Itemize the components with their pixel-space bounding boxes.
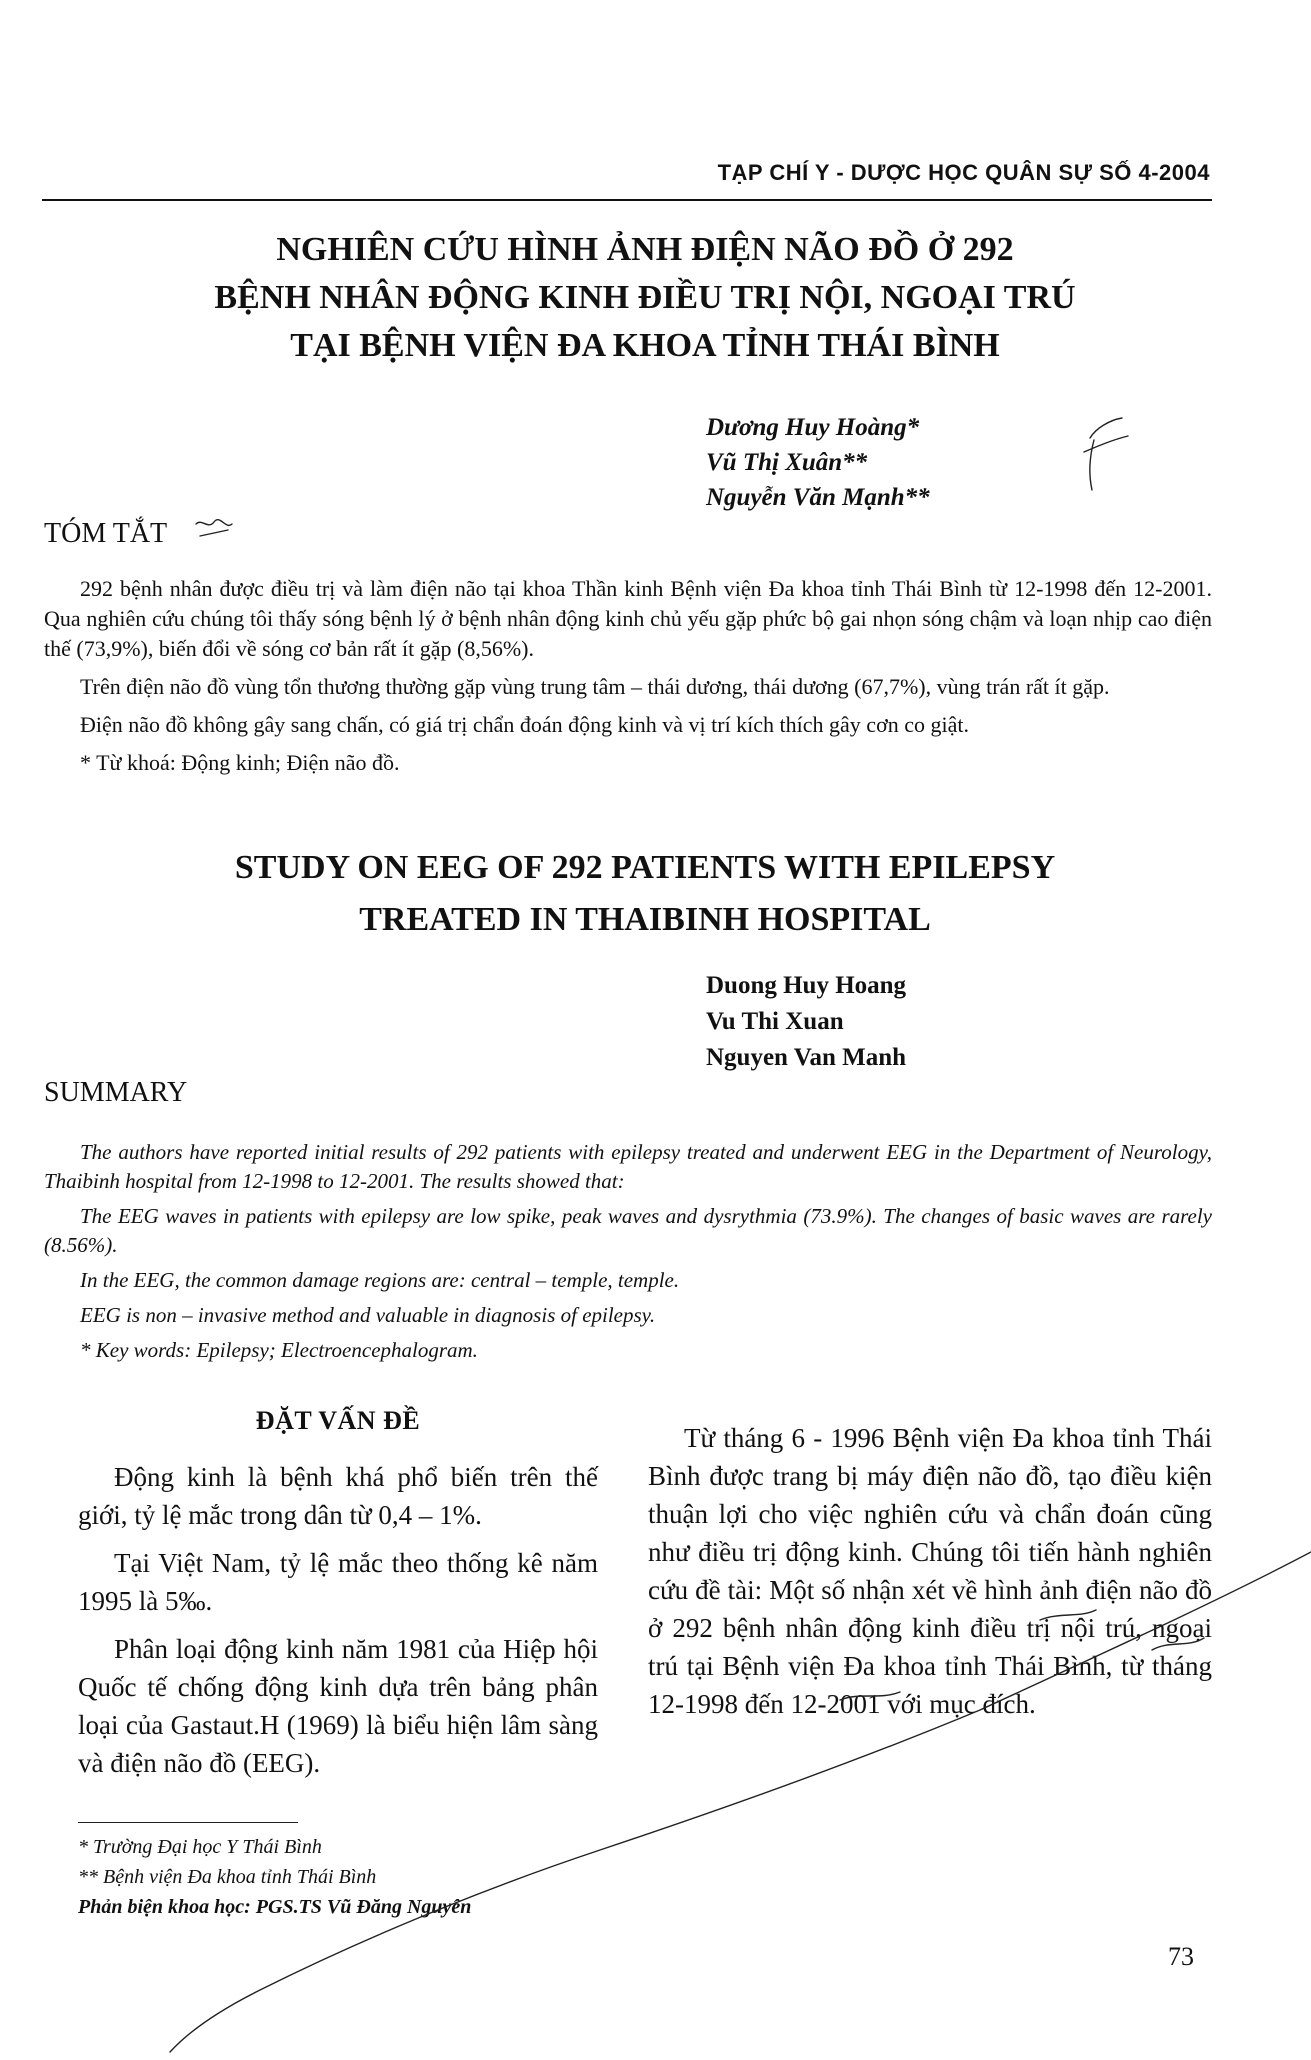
english-title-line: STUDY ON EEG OF 292 PATIENTS WITH EPILEPSY (234, 849, 1056, 886)
footnotes (78, 1832, 678, 1922)
vietnamese-title (60, 226, 1230, 370)
abstract-paragraph: 292 bệnh nhân được điều trị và làm điện não tại khoa Thần kinh Bệnh viện Đa khoa tỉnh Thái Bình từ 12-1998 đến 12-2001. Qua nghiên cứu chúng tôi thấy sóng bệnh lý ở bệnh nhân động kinh chủ yếu gặp phức bộ gai nhọn sóng chậm và loạn nhịp cao điện thế (73,9%), biến đổi về sóng cơ bản rất ít gặp (8,56%). (44, 576, 1212, 661)
author-name: Nguyễn Văn Mạnh** (706, 484, 930, 511)
summary-keywords: * Key words: Epilepsy; Electroencephalogram. (80, 1338, 478, 1362)
vietnamese-abstract (44, 574, 1212, 786)
author-name: Duong Huy Hoang (706, 972, 907, 999)
abstract-heading: TÓM TẮT (44, 518, 168, 549)
footnote-affiliation: * Trường Đại học Y Thái Bình (78, 1836, 322, 1858)
pen-mark-f (1084, 418, 1128, 490)
vietnamese-title-line: NGHIÊN CỨU HÌNH ẢNH ĐIỆN NÃO ĐỒ Ở 292 (276, 231, 1014, 268)
summary-paragraph: The EEG waves in patients with epilepsy are low spike, peak waves and dysrythmia (73.9%). The changes of basic waves are rarely (8.56%). (44, 1204, 1212, 1257)
intro-paragraph: Từ tháng 6 - 1996 Bệnh viện Đa khoa tỉnh Thái Bình được trang bị máy điện não đồ, tạo điều kiện thuận lợi cho việc nghiên cứu và chẩn đoán cũng như điều trị động kinh. Chúng tôi tiến hành nghiên cứu đề tài: Một số nhận xét về hình ảnh điện não đồ ở 292 bệnh nhân động kinh điều trị nội trú, ngoại trú tại Bệnh viện Đa khoa tỉnh Thái Bình, từ tháng 12-1998 đến 12-2001 với mục đích. (648, 1423, 1212, 1719)
header-rule (42, 199, 1212, 201)
abstract-keywords: * Từ khoá: Động kinh; Điện não đồ. (80, 750, 400, 775)
footnote-affiliation: ** Bệnh viện Đa khoa tỉnh Thái Bình (78, 1866, 377, 1888)
intro-paragraph: Phân loại động kinh năm 1981 của Hiệp hội Quốc tế chống động kinh dựa trên bảng phân loại của Gastaut.H (1969) là biểu hiện lâm sàng và điện não đồ (EEG). (78, 1634, 598, 1778)
summary-heading: SUMMARY (44, 1077, 188, 1108)
summary-paragraph: In the EEG, the common damage regions are: central – temple, temple. (80, 1268, 680, 1292)
english-authors (706, 968, 906, 1076)
footnote-rule (78, 1822, 298, 1823)
pen-mark-check (196, 520, 232, 536)
intro-heading: ĐẶT VẤN ĐỀ (255, 1406, 421, 1435)
author-name: Nguyen Van Manh (706, 1044, 907, 1071)
author-name: Vu Thi Xuan (706, 1008, 844, 1035)
vietnamese-authors (706, 410, 930, 515)
summary-paragraph: The authors have reported initial results of 292 patients with epilepsy treated and underwent EEG in the Department of Neurology, Thaibinh hospital from 12-1998 to 12-2001. The results showed that: (44, 1140, 1212, 1193)
page-number: 73 (1168, 1942, 1194, 1971)
english-title (60, 842, 1230, 946)
footnote-reviewer: Phản biện khoa học: PGS.TS Vũ Đăng Nguyên (78, 1896, 472, 1918)
abstract-paragraph: Điện não đồ không gây sang chấn, có giá trị chẩn đoán động kinh và vị trí kích thích gây cơn co giật. (80, 712, 969, 737)
english-title-line: TREATED IN THAIBINH HOSPITAL (359, 901, 931, 938)
summary-paragraph: EEG is non – invasive method and valuable in diagnosis of epilepsy. (80, 1303, 656, 1327)
vietnamese-title-line: BỆNH NHÂN ĐỘNG KINH ĐIỀU TRỊ NỘI, NGOẠI TRÚ (214, 279, 1076, 316)
vietnamese-title-line: TẠI BỆNH VIỆN ĐA KHOA TỈNH THÁI BÌNH (290, 327, 1000, 364)
intro-left-column (78, 1402, 598, 1792)
intro-paragraph: Tại Việt Nam, tỷ lệ mắc theo thống kê năm 1995 là 5‰. (78, 1548, 598, 1616)
intro-right-column (648, 1419, 1212, 1733)
author-name: Vũ Thị Xuân** (706, 449, 868, 476)
abstract-paragraph: Trên điện não đồ vùng tổn thương thường gặp vùng trung tâm – thái dương, thái dương (67,7%), vùng trán rất ít gặp. (80, 674, 1110, 699)
english-summary (44, 1138, 1212, 1371)
journal-header: TẠP CHÍ Y - DƯỢC HỌC QUÂN SỰ SỐ 4-2004 (717, 160, 1210, 185)
author-name: Dương Huy Hoàng* (706, 414, 920, 441)
intro-paragraph: Động kinh là bệnh khá phổ biến trên thế giới, tỷ lệ mắc trong dân từ 0,4 – 1%. (78, 1462, 598, 1530)
